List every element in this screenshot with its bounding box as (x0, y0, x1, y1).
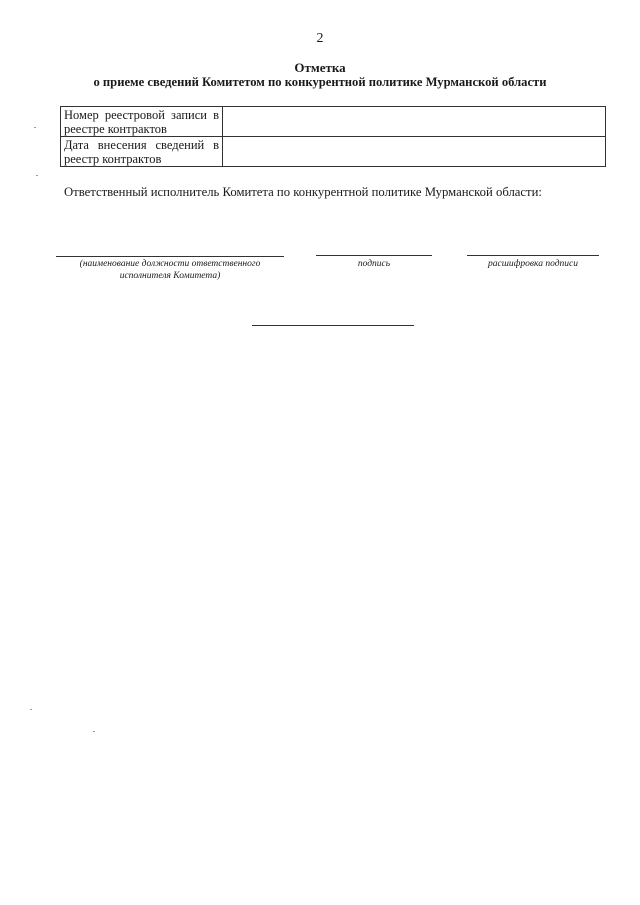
entry-date-value (223, 137, 606, 167)
position-line (56, 256, 284, 257)
document-title: Отметка (294, 60, 346, 75)
decoding-line (467, 255, 599, 256)
scan-speck (93, 731, 95, 732)
page-number: 2 (316, 31, 324, 46)
responsible-executor-text: Ответственный исполнитель Комитета по конкурентной политике Мурманской области: (64, 185, 542, 199)
registry-table (60, 106, 606, 167)
scan-speck (36, 175, 38, 176)
decoding-caption: расшифровка подписи (488, 259, 578, 269)
scan-speck (34, 127, 36, 128)
entry-date-label: Дата внесения сведений в реестр контрактов (61, 137, 223, 167)
table-row (61, 107, 606, 137)
document-subtitle: о приеме сведений Комитетом по конкурентной политике Мурманской области (93, 75, 547, 89)
table-row (61, 137, 606, 167)
position-caption: (наименование должности ответственного исполнителя Комитета) (79, 259, 261, 281)
closing-rule (252, 325, 414, 326)
signature-caption: подпись (357, 259, 391, 269)
registry-number-value (223, 107, 606, 137)
registry-number-label: Номер реестровой записи в реестре контрактов (61, 107, 223, 137)
scan-speck (30, 709, 32, 710)
signature-line (316, 255, 432, 256)
